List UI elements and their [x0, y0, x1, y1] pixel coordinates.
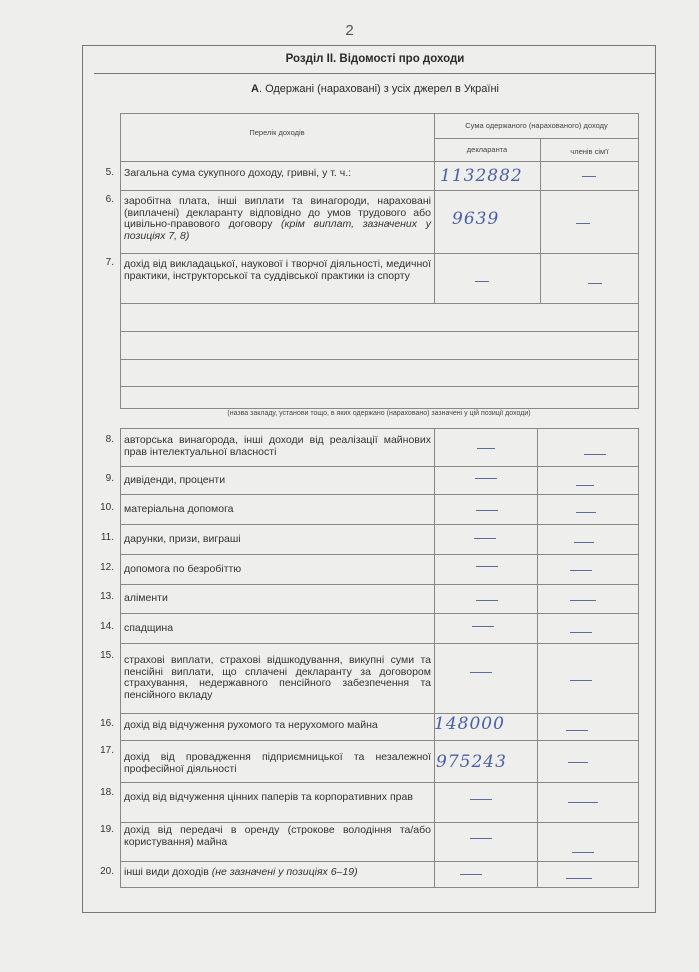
row-17-declarant: 975243: [436, 752, 507, 772]
row-14-family-dash: [570, 632, 592, 633]
row-19-family-dash: [572, 852, 594, 853]
row-20-italic: (не зазначені у позиціях 6–19): [211, 866, 358, 878]
row-9-label: дивіденди, проценти: [124, 474, 226, 486]
institution-note: (назва закладу, установи тощо, в яких одержано (нараховано) зазначені у цій позиції доходи): [227, 410, 531, 417]
row-9-declarant-dash: [475, 478, 497, 479]
row-6-number: 6.: [105, 194, 114, 205]
row-20-label: [124, 867, 431, 879]
row-10-family-dash: [576, 512, 596, 513]
row-18-label: дохід від відчуження цінних паперів та корпоративних прав: [124, 791, 413, 803]
row-16-declarant: 148000: [434, 714, 505, 734]
row-15-number: 15.: [100, 650, 114, 661]
row-11-declarant-dash: [474, 538, 496, 539]
row-10-declarant-dash: [476, 510, 498, 511]
page-number: 2: [345, 22, 354, 39]
subsection-title: [94, 83, 656, 95]
row-11-number: 11.: [100, 532, 114, 543]
row-8-number: 8.: [105, 434, 114, 445]
row-15-label: страхові виплати, страхові відшкодування, викупні суми та пенсійні виплати, що сплачені декларанту за договором страхування, недержавного пенсійного забезпечення та пенсійного вкладу: [124, 654, 431, 701]
row-6-italic: (крім виплат, зазначених у позиціях 7, 8): [124, 218, 431, 242]
row-20-family-dash: [566, 878, 592, 879]
subsection-text: . Одержані (нараховані) з усіх джерел в Україні: [258, 83, 499, 95]
row-6-label: [124, 196, 431, 242]
row-18-number: 18.: [100, 787, 114, 798]
row-11-label: дарунки, призи, виграші: [124, 533, 241, 545]
header-family-label: членів сім'ї: [570, 147, 609, 156]
row-11-family-dash: [574, 542, 594, 543]
row-5-declarant: 1132882: [440, 166, 523, 186]
row-19-label: дохід від передачі в оренду (строкове володіння та/або користування) майна: [124, 824, 431, 848]
row-12-family-dash: [570, 570, 592, 571]
row-6-declarant: 9639: [452, 209, 500, 229]
row-17-family-dash: [568, 762, 588, 763]
header-amount-label: Сума одержаного (нарахованого) доходу: [465, 121, 608, 130]
row-6-family-dash: [576, 223, 590, 224]
row-14-label: спадщина: [124, 622, 174, 634]
row-13-label: аліменти: [124, 592, 168, 604]
row-18-family-dash: [568, 802, 598, 803]
row-17-number: 17.: [100, 745, 114, 756]
row-14-number: 14.: [100, 621, 114, 632]
row-12-number: 12.: [100, 562, 114, 573]
row-8-family-dash: [584, 454, 606, 455]
row-20-declarant-dash: [460, 874, 482, 875]
row-13-family-dash: [570, 600, 596, 601]
row-14-declarant-dash: [472, 626, 494, 627]
subsection-letter: А: [251, 83, 259, 95]
row-16-number: 16.: [100, 718, 114, 729]
row-6-text: заробітна плата, інші виплати та винагороди, нараховані (виплачені) декларанту відповідно до умов трудового або цивільно-правового договору: [124, 195, 431, 230]
row-19-number: 19.: [100, 824, 114, 835]
row-7-number: 7.: [105, 257, 114, 268]
row-13-declarant-dash: [476, 600, 498, 601]
header-list-label: Перелік доходів: [249, 128, 305, 137]
row-7-family-dash: [588, 283, 602, 284]
row-16-label: дохід від відчуження рухомого та нерухомого майна: [124, 719, 378, 731]
row-20-text: інші види доходів: [124, 866, 209, 878]
row-10-number: 10.: [100, 502, 114, 513]
row-20-number: 20.: [100, 866, 114, 877]
row-5-family-dash: [582, 176, 596, 177]
row-7-label: дохід від викладацької, наукової і творчої діяльності, медичної практики, інструкторської та суддівської практики із спорту: [124, 258, 431, 282]
row-12-declarant-dash: [476, 566, 498, 567]
row-17-label: дохід від провадження підприємницької та незалежної професійної діяльності: [124, 751, 431, 775]
row-12-label: допомога по безробіттю: [124, 563, 242, 575]
row-8-label: авторська винагорода, інші доходи від реалізації майнових прав інтелектуальної власності: [124, 434, 431, 458]
row-15-declarant-dash: [470, 672, 492, 673]
row-19-declarant-dash: [470, 838, 492, 839]
section-title: Розділ II. Відомості про доходи: [94, 45, 656, 74]
header-declarant-label: декларанта: [466, 145, 508, 154]
row-18-declarant-dash: [470, 799, 492, 800]
row-13-number: 13.: [100, 591, 114, 602]
row-8-declarant-dash: [477, 448, 495, 449]
row-10-label: матеріальна допомога: [124, 503, 234, 515]
row-7-declarant-dash: [475, 281, 489, 282]
row-16-family-dash: [566, 730, 588, 731]
row-5-label: Загальна сума сукупного доходу, гривні, у т. ч.:: [124, 167, 352, 179]
row-15-family-dash: [570, 680, 592, 681]
row-5-number: 5.: [105, 167, 114, 178]
row-9-family-dash: [576, 485, 594, 486]
row-9-number: 9.: [105, 473, 114, 484]
